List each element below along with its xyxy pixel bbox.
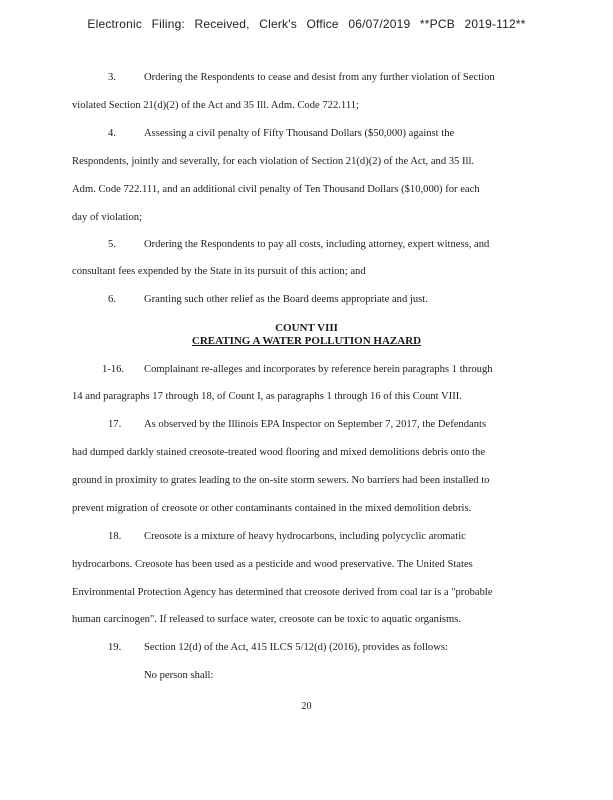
item-number: 4. bbox=[108, 128, 116, 139]
text-line: ground in proximity to grates leading to the on-site storm sewers. No barriers had been installed to bbox=[72, 475, 490, 486]
text-line: violated Section 21(d)(2) of the Act and 35 Ill. Adm. Code 722.111; bbox=[72, 100, 359, 111]
paragraph-number: 17. bbox=[108, 419, 122, 430]
text-line: hydrocarbons. Creosote has been used as a pesticide and wood preservative. The United States bbox=[72, 559, 473, 570]
text-line: had dumped darkly stained creosote-treated wood flooring and mixed demolitions debris onto the bbox=[72, 447, 486, 458]
count-subtitle: CREATING A WATER POLLUTION HAZARD bbox=[191, 335, 422, 347]
text-line: Complainant re-alleges and incorporates by reference herein paragraphs 1 through bbox=[144, 364, 493, 375]
text-line: Assessing a civil penalty of Fifty Thousand Dollars ($50,000) against the bbox=[144, 128, 455, 139]
text-line: Creosote is a mixture of heavy hydrocarbons, including polycyclic aromatic bbox=[144, 531, 466, 542]
count-title: COUNT VIII bbox=[275, 322, 338, 334]
paragraph-number: 19. bbox=[108, 642, 122, 653]
paragraph-number: 1-16. bbox=[102, 364, 125, 375]
paragraph-number: 18. bbox=[108, 531, 122, 542]
item-number: 6. bbox=[108, 294, 116, 305]
text-line: Environmental Protection Agency has determined that creosote derived from coal tar is a "probable bbox=[72, 587, 493, 598]
text-line: No person shall: bbox=[144, 670, 214, 681]
text-line: consultant fees expended by the State in its pursuit of this action; and bbox=[72, 266, 366, 277]
text-line: 14 and paragraphs 17 through 18, of Count I, as paragraphs 1 through 16 of this Count VIII. bbox=[72, 391, 462, 402]
text-line: prevent migration of creosote or other contaminants contained in the mixed demolition debris. bbox=[72, 503, 472, 514]
text-line: Ordering the Respondents to cease and desist from any further violation of Section bbox=[144, 72, 495, 83]
filing-header: Electronic Filing: Received, Clerk's Office 06/07/2019 **PCB 2019-112** bbox=[87, 17, 526, 31]
page-number: 20 bbox=[301, 701, 312, 712]
item-number: 5. bbox=[108, 239, 116, 250]
text-line: As observed by the Illinois EPA Inspector on September 7, 2017, the Defendants bbox=[144, 419, 487, 430]
text-line: Granting such other relief as the Board deems appropriate and just. bbox=[144, 294, 428, 305]
item-number: 3. bbox=[108, 72, 116, 83]
text-line: Section 12(d) of the Act, 415 ILCS 5/12(d) (2016), provides as follows: bbox=[144, 642, 448, 653]
text-line: Ordering the Respondents to pay all costs, including attorney, expert witness, and bbox=[144, 239, 490, 250]
text-line: human carcinogen". If released to surface water, creosote can be toxic to aquatic organisms. bbox=[72, 614, 462, 625]
text-line: day of violation; bbox=[72, 212, 143, 223]
text-line: Respondents, jointly and severally, for each violation of Section 21(d)(2) of the Act, and 35 Ill. bbox=[72, 156, 475, 167]
text-line: Adm. Code 722.111, and an additional civil penalty of Ten Thousand Dollars ($10,000) for each bbox=[72, 184, 480, 195]
